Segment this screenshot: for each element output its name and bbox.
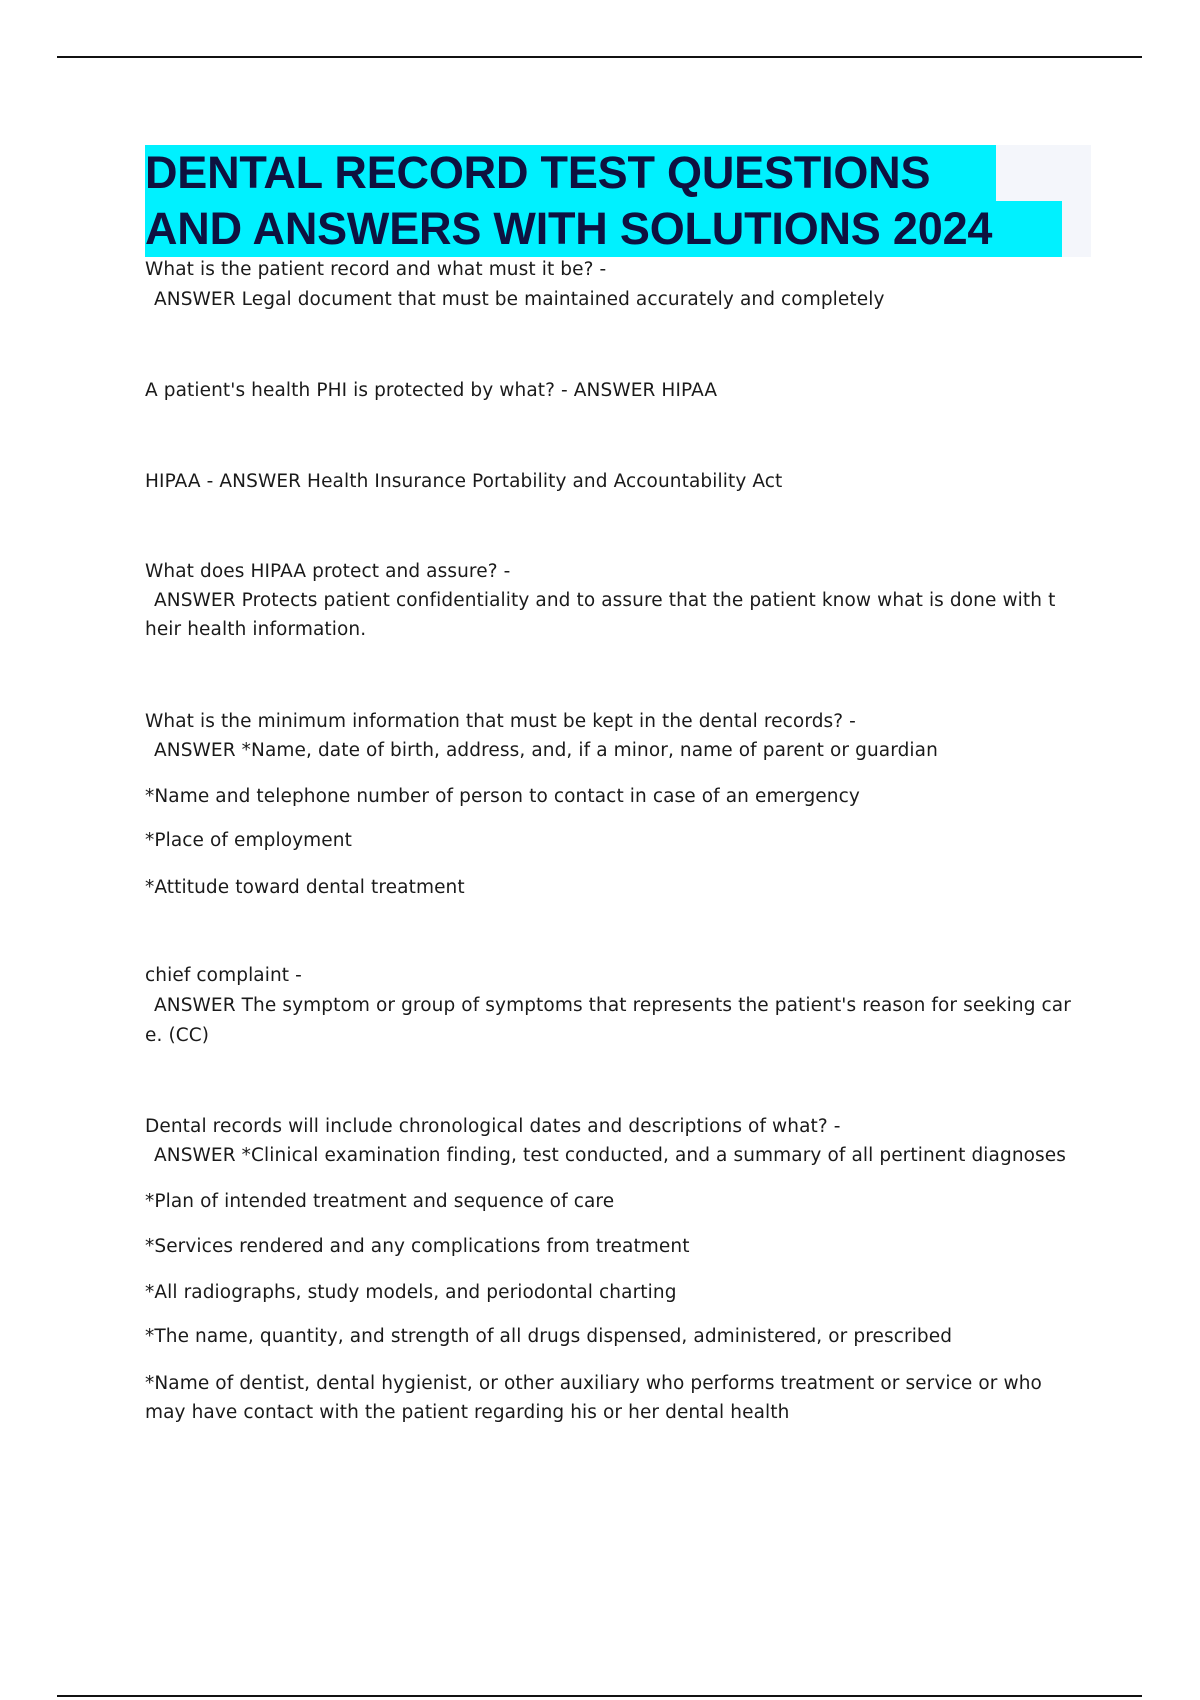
answer-line: *Plan of intended treatment and sequence of care [145,1191,615,1212]
question-line: HIPAA - ANSWER Health Insurance Portability and Accountability Act [145,471,783,492]
answer-line: *Attitude toward dental treatment [145,877,465,898]
answer-line: ANSWER *Clinical examination finding, test conducted, and a summary of all pertinent diagnoses [154,1145,1067,1166]
document-title-line-2: AND ANSWERS WITH SOLUTIONS 2024 [145,201,1062,257]
answer-line: *Name of dentist, dental hygienist, or other auxiliary who performs treatment or service or who [145,1373,1042,1394]
answer-line: *Name and telephone number of person to contact in case of an emergency [145,786,860,807]
answer-line: ANSWER *Name, date of birth, address, and, if a minor, name of parent or guardian [154,740,938,761]
top-rule [57,56,1142,58]
answer-line: *Place of employment [145,830,352,851]
question-line: What is the minimum information that must be kept in the dental records? - [145,711,856,732]
answer-line: ANSWER The symptom or group of symptoms that represents the patient's reason for seeking car [154,995,1071,1016]
document-title-line-1: DENTAL RECORD TEST QUESTIONS [145,145,996,201]
question-line: chief complaint - [145,965,302,986]
question-line: Dental records will include chronological dates and descriptions of what? - [145,1116,841,1137]
question-line: What does HIPAA protect and assure? - [145,561,511,582]
answer-line: heir health information. [145,619,367,640]
answer-line: may have contact with the patient regarding his or her dental health [145,1402,790,1423]
answer-line: ANSWER Legal document that must be maintained accurately and completely [154,289,885,310]
answer-line: *Services rendered and any complications from treatment [145,1236,690,1257]
question-line: A patient's health PHI is protected by what? - ANSWER HIPAA [145,380,718,401]
answer-line: *The name, quantity, and strength of all drugs dispensed, administered, or prescribed [145,1326,953,1347]
answer-line: *All radiographs, study models, and periodontal charting [145,1282,677,1303]
question-line: What is the patient record and what must it be? - [145,259,607,280]
answer-line: e. (CC) [145,1025,210,1046]
answer-line: ANSWER Protects patient confidentiality and to assure that the patient know what is done with t [154,590,1056,611]
bottom-rule [57,1695,1142,1697]
